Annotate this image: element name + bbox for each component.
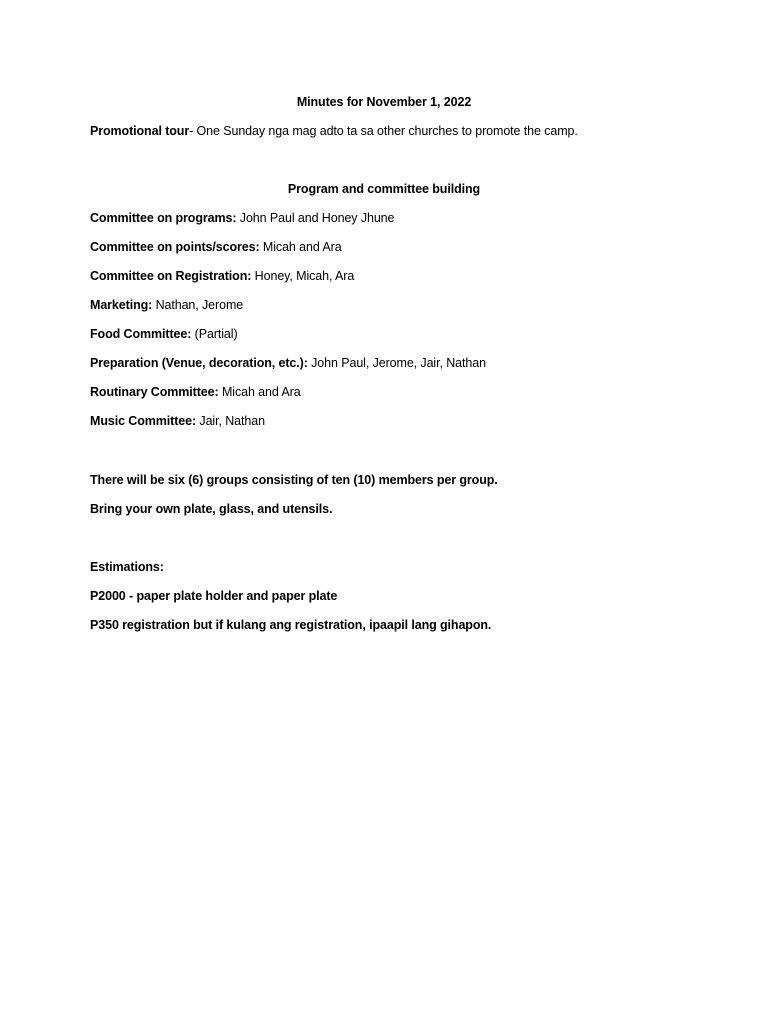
committee-label: Marketing: xyxy=(90,298,153,312)
committee-label: Committee on programs: xyxy=(90,211,237,225)
promotional-tour-label: Promotional tour xyxy=(90,124,190,138)
document-title: Minutes for November 1, 2022 xyxy=(296,95,472,109)
committee-value: Honey, Micah, Ara xyxy=(251,269,355,283)
committee-value: Micah and Ara xyxy=(259,240,342,254)
committee-line xyxy=(90,210,394,226)
committee-value: Nathan, Jerome xyxy=(152,298,244,312)
committee-label: Committee on points/scores: xyxy=(90,240,260,254)
committee-label: Food Committee: xyxy=(90,327,192,341)
committee-line xyxy=(90,297,243,313)
committee-value: Jair, Nathan xyxy=(196,414,265,428)
estimations-heading: Estimations: xyxy=(90,560,164,574)
groups-note: There will be six (6) groups consisting of ten (10) members per group. xyxy=(90,473,498,487)
committee-label: Committee on Registration: xyxy=(90,269,252,283)
committee-line xyxy=(90,355,486,371)
section-heading: Program and committee building xyxy=(287,182,481,196)
committee-line xyxy=(90,239,342,255)
promotional-tour-text: - One Sunday nga mag adto ta sa other churches to promote the camp. xyxy=(189,124,578,138)
committee-line xyxy=(90,268,354,284)
committee-label: Routinary Committee: xyxy=(90,385,219,399)
estimation-item: P2000 - paper plate holder and paper plate xyxy=(90,589,338,603)
bring-own-plate-note: Bring your own plate, glass, and utensils. xyxy=(90,502,333,516)
committee-value: Micah and Ara xyxy=(218,385,301,399)
committee-line xyxy=(90,384,301,400)
committee-value: John Paul and Honey Jhune xyxy=(236,211,395,225)
committee-line xyxy=(90,326,238,342)
committee-value: John Paul, Jerome, Jair, Nathan xyxy=(307,356,486,370)
committee-label: Music Committee: xyxy=(90,414,197,428)
committee-line xyxy=(90,413,265,429)
committee-value: (Partial) xyxy=(191,327,238,341)
committee-label: Preparation (Venue, decoration, etc.): xyxy=(90,356,308,370)
promotional-tour-line xyxy=(90,123,578,139)
estimation-item: P350 registration but if kulang ang registration, ipaapil lang gihapon. xyxy=(90,618,492,632)
